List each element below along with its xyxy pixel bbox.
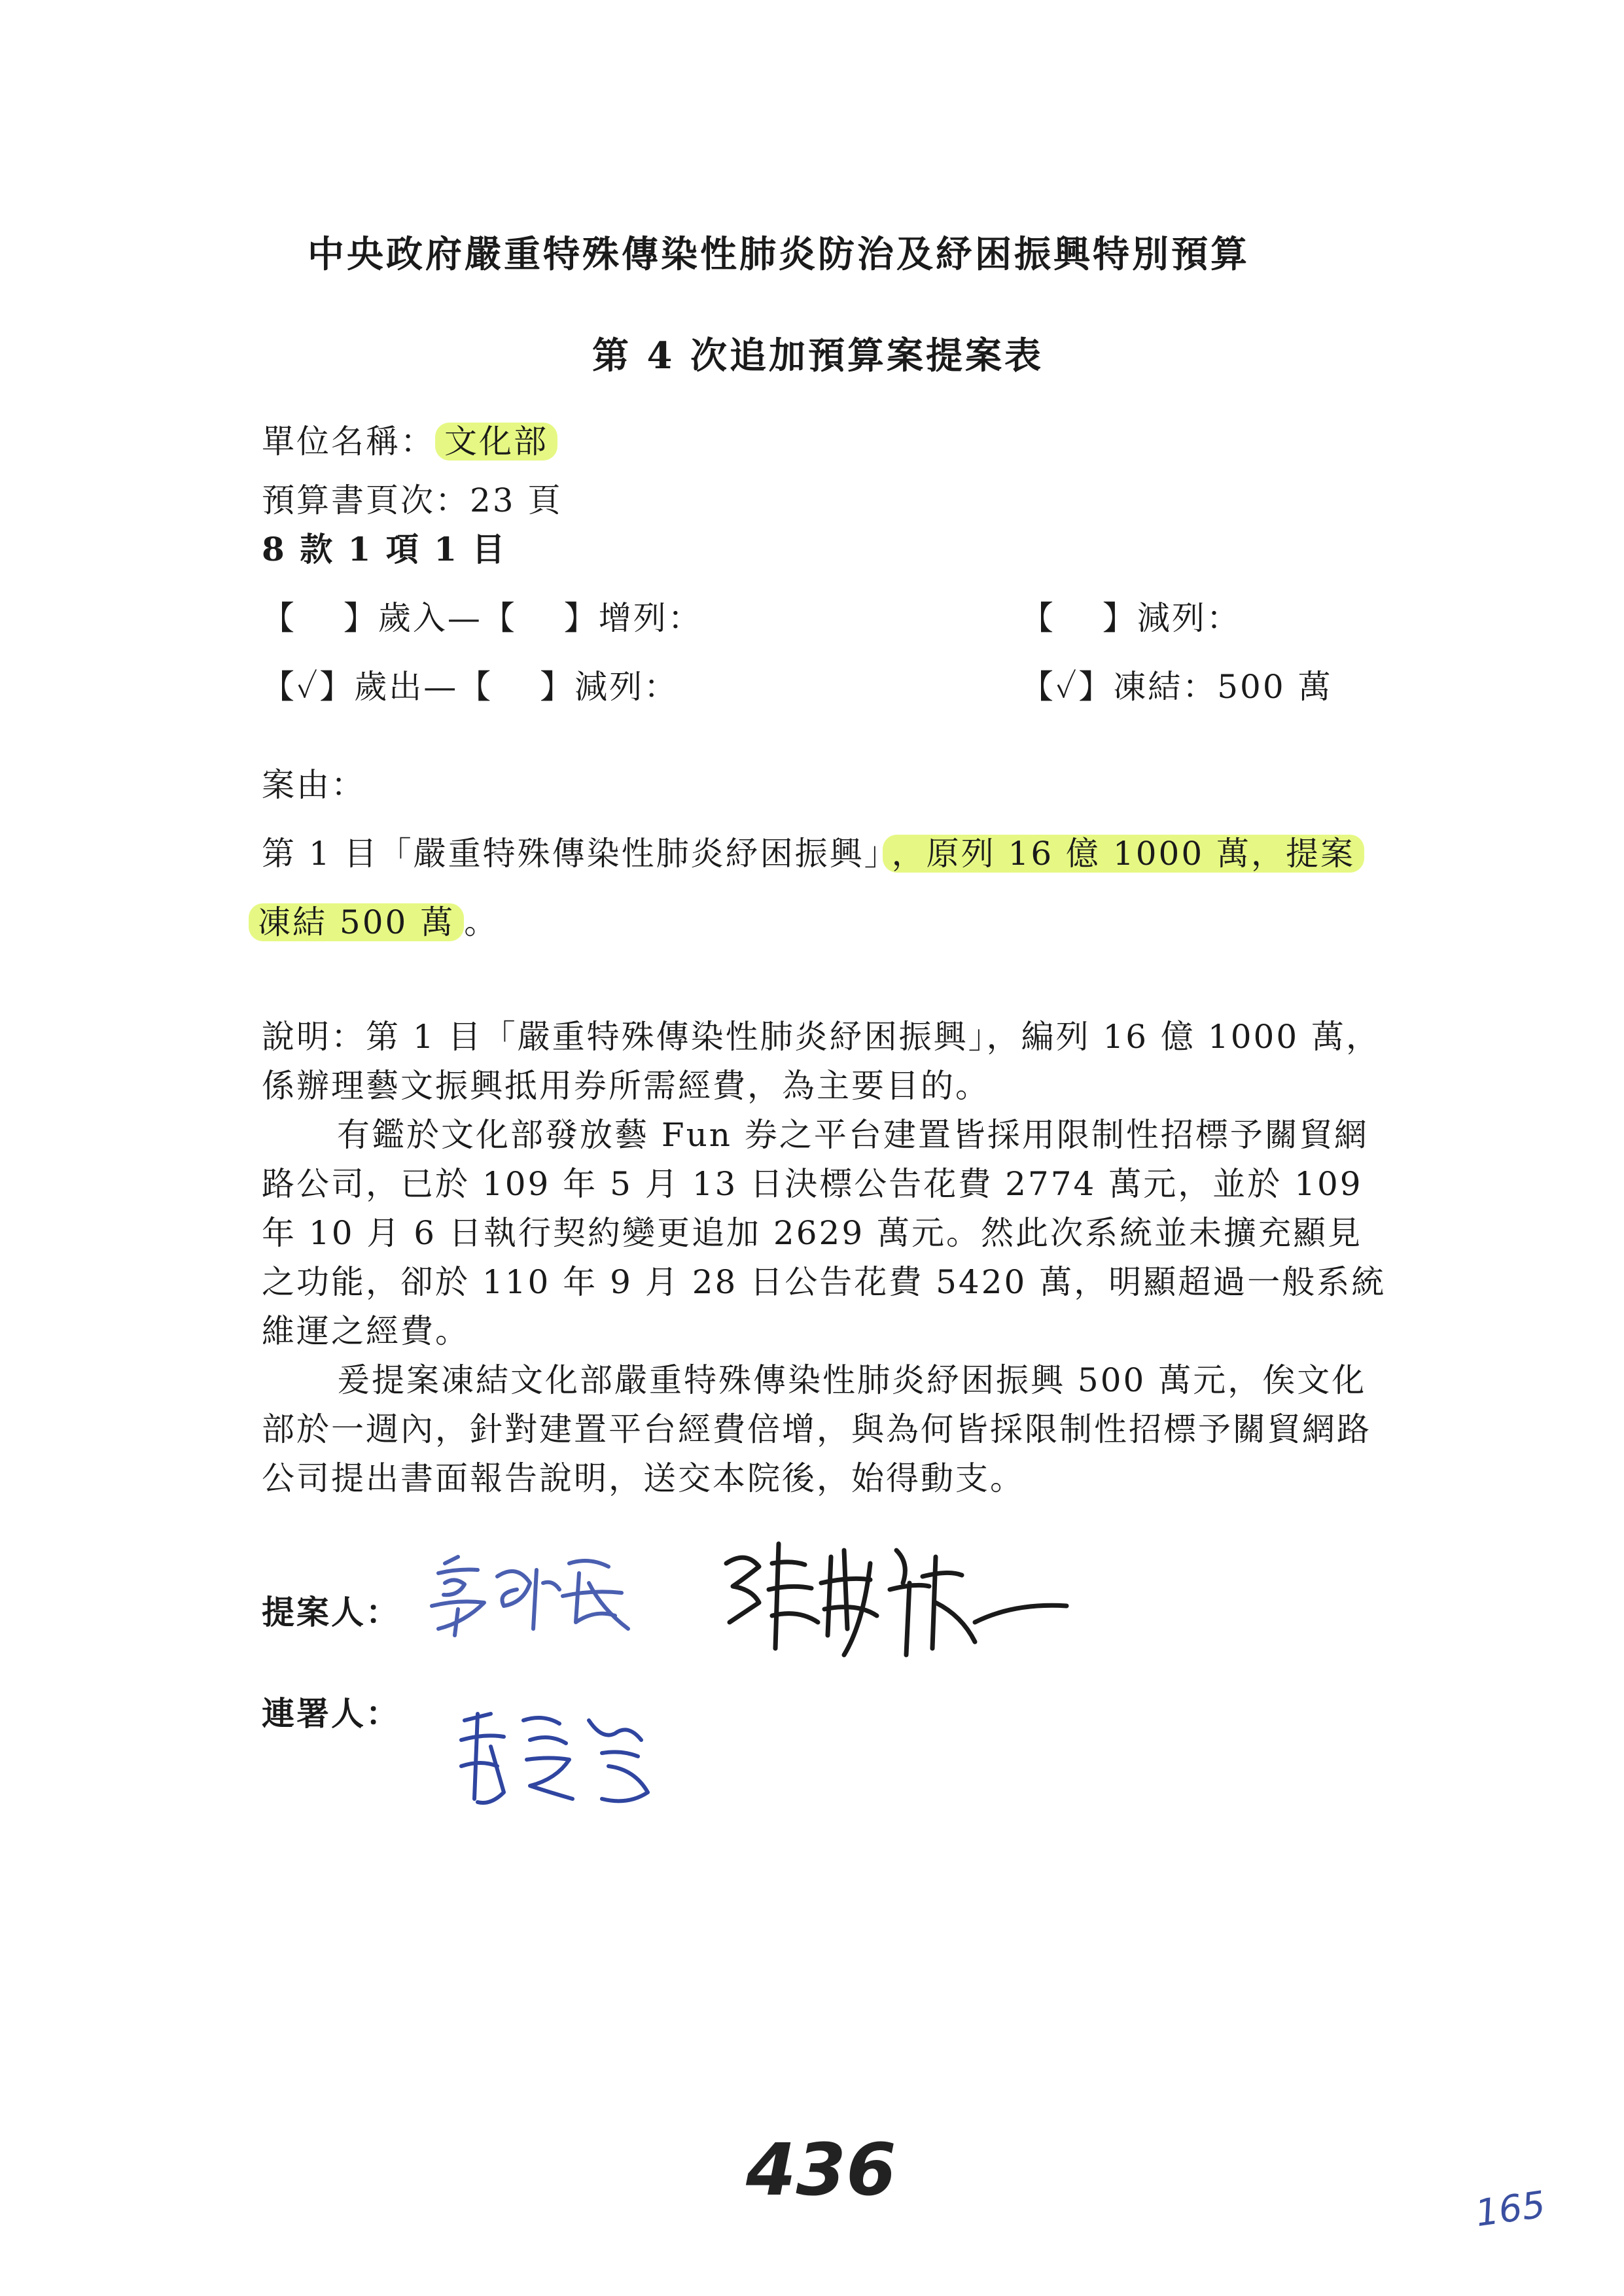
reason-line-2: 凍結 500 萬 。	[249, 896, 499, 943]
reason-line-1	[262, 827, 1364, 875]
reason-label: 案由：	[262, 766, 366, 804]
proposer-signature-1	[419, 1544, 641, 1648]
reason-amount-highlight: ，原列 16 億 1000 萬，提案	[883, 835, 1364, 873]
stamp-number-436	[739, 2128, 896, 2212]
explanation-paragraph-3: 爰提案凍結文化部嚴重特殊傳染性肺炎紓困振興 500 萬元，俟文化部於一週內，針對建置平台經費倍增，與為何皆採限制性招標予關貿網路公司提出書面報告說明，送交本院後，始得動支。	[262, 1361, 1371, 1497]
freeze-amount: 【✓】凍結：500 萬	[1021, 668, 1333, 706]
expenditure-row: 【✓】歲出—【 】減列：	[262, 668, 679, 706]
cosigner-label: 連署人：	[262, 1694, 400, 1733]
explanation-paragraph-1: 說明：第 1 目「嚴重特殊傳染性肺炎紓困振興」，編列 16 億 1000 萬，係辦理藝文振興抵用券所需經費，為主要目的。	[262, 1018, 1381, 1105]
item-code: 8 款 1 項 1 目	[262, 530, 507, 568]
explanation	[262, 1013, 1394, 1503]
page-reference: 預算書頁次：23 頁	[262, 481, 563, 519]
reason-item: 第 1 目「嚴重特殊傳染性肺炎紓困振興」	[262, 835, 883, 873]
proposer-label: 提案人：	[262, 1593, 400, 1631]
document-subtitle: 第 4 次追加預算案提案表	[592, 334, 1044, 377]
revenue-row: 【 】歲入—【 】增列：	[262, 599, 703, 637]
unit-label: 單位名稱：	[262, 423, 435, 461]
explanation-paragraph-2: 有鑑於文化部發放藝 Fun 券之平台建置皆採用限制性招標予關貿網路公司，已於 109 年 5 月 13 日決標公告花費 2774 萬元，並於 109 年 10 月 6 日執行契約變更追加 2629 萬元。然此次系統並未擴充顯見之功能，卻於 110 年 9 月 28 日公告花費 5420 萬，明顯超過一般系統維運之經費。	[262, 1116, 1386, 1350]
unit-line	[262, 415, 557, 462]
cosigner-signature	[451, 1694, 674, 1818]
corner-page-number: 165	[1472, 2183, 1548, 2236]
unit-value: 文化部	[435, 423, 557, 461]
document-title: 中央政府嚴重特殊傳染性肺炎防治及紓困振興特別預算	[308, 233, 1250, 276]
stamp-number-text: 436	[746, 2128, 896, 2212]
proposer-signature-2	[713, 1524, 1080, 1675]
reason-freeze-highlight: 凍結 500 萬	[249, 903, 464, 941]
revenue-decrease: 【 】減列：	[1021, 599, 1241, 637]
